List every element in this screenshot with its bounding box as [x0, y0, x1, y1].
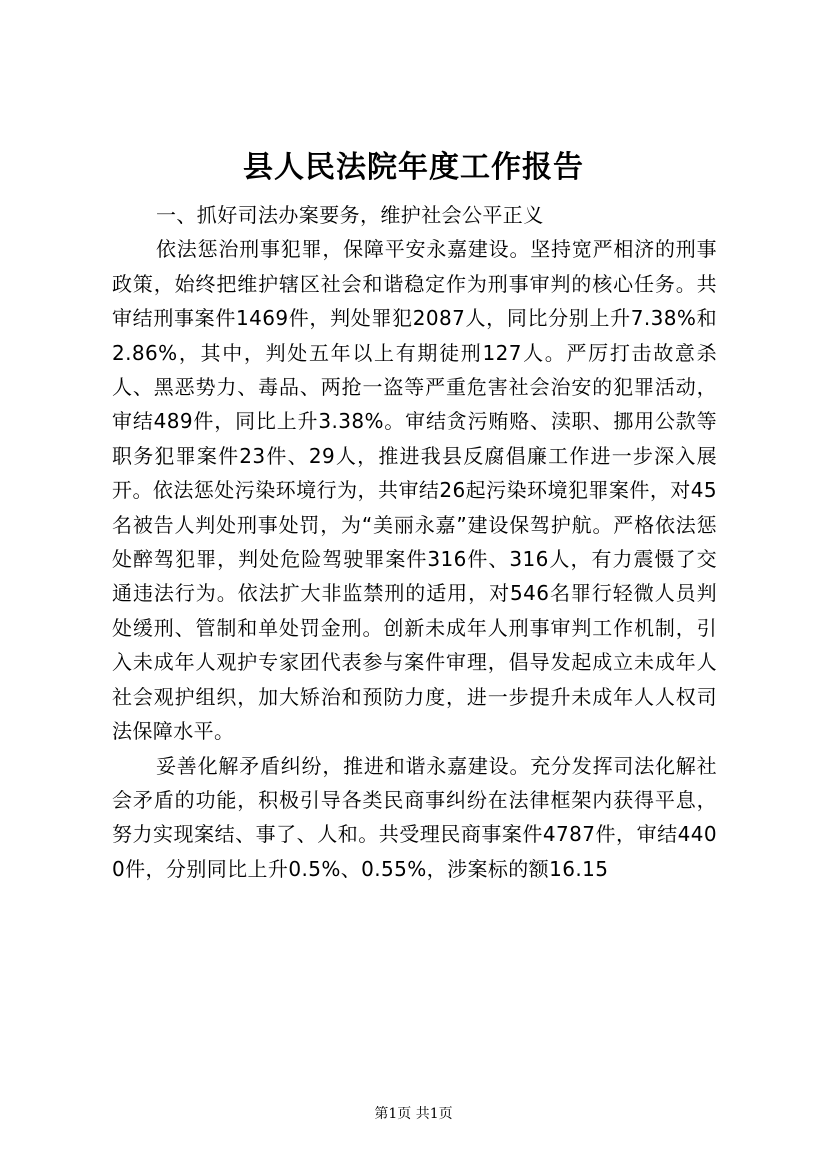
document-body	[112, 198, 717, 886]
section-heading: 一、抓好司法办案要务，维护社会公平正义	[156, 203, 544, 227]
document-title: 县人民法院年度工作报告	[243, 150, 584, 185]
body-paragraph-criminal: 依法惩治刑事犯罪，保障平安永嘉建设。坚持宽严相济的刑事政策，始终把维护辖区社会和谐稳定作为刑事审判的核心任务。共审结刑事案件1469件，判处罪犯2087人，同比分别上升7.38%和2.86%，其中，判处五年以上有期徒刑127人。严厉打击故意杀人、黑恶势力、毒品、两抢一盗等严重危害社会治安的犯罪活动，审结489件，同比上升3.38%。审结贪污贿赂、渎职、挪用公款等职务犯罪案件23件、29人，推进我县反腐倡廉工作进一步深入展开。依法惩处污染环境行为，共审结26起污染环境犯罪案件，对45名被告人判处刑事处罚，为“美丽永嘉”建设保驾护航。严格依法惩处醉驾犯罪，判处危险驾驶罪案件316件、316人，有力震慑了交通违法行为。依法扩大非监禁刑的适用，对546名罪行轻微人员判处缓刑、管制和单处罚金刑。创新未成年人刑事审判工作机制，引入未成年人观护专家团代表参与案件审理，倡导发起成立未成年人社会观护组织，加大矫治和预防力度，进一步提升未成年人人权司法保障水平。	[112, 237, 717, 744]
page-number-footer: 第1页 共1页	[374, 1106, 453, 1122]
body-paragraph-civil: 妥善化解矛盾纠纷，推进和谐永嘉建设。充分发挥司法化解社会矛盾的功能，积极引导各类民商事纠纷在法律框架内获得平息，努力实现案结、事了、人和。共受理民商事案件4787件，审结4400件，分别同比上升0.5%、0.55%，涉案标的额16.15	[112, 753, 717, 881]
